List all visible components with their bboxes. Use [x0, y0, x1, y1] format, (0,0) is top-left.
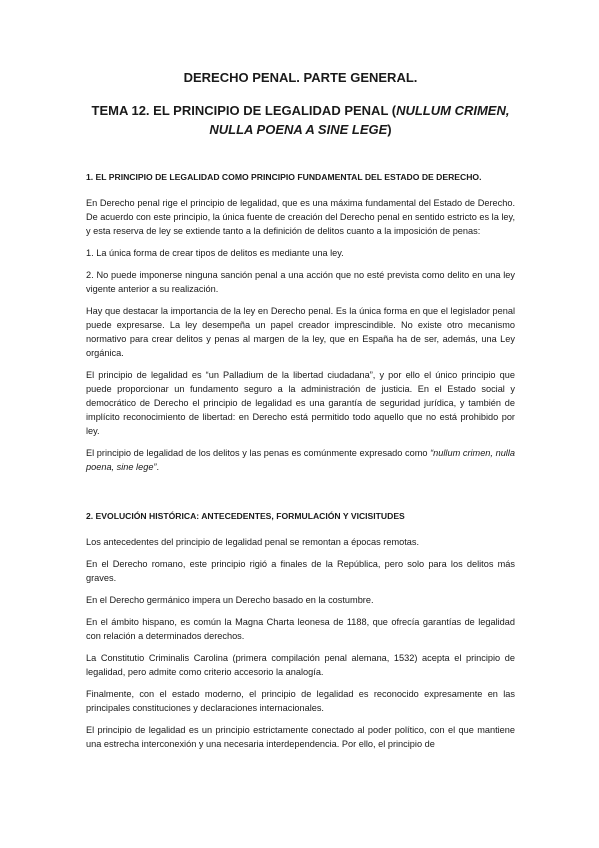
- paragraph-6-italic: “nullum crimen, nulla poena, sine lege”: [86, 448, 515, 472]
- section-2-heading: 2. EVOLUCIÓN HISTÓRICA: ANTECEDENTES, FORMULACIÓN Y VICISITUDES: [86, 511, 405, 521]
- section-2-paragraph-7: El principio de legalidad es un principio estrictamente conectado al poder político, con el que mantiene una estrecha interconexión y una necesaria interdependencia. Por ello, el principio de: [86, 725, 515, 749]
- subtitle-italic: NULLUM CRIMEN, NULLA POENA A SINE LEGE: [209, 103, 510, 137]
- section-2-paragraph-3: En el Derecho germánico impera un Derecho basado en la costumbre.: [86, 595, 374, 605]
- section-2-paragraph-2: En el Derecho romano, este principio rigió a finales de la República, pero solo para los delitos más graves.: [86, 559, 515, 583]
- section-1-paragraph-5: El principio de legalidad es “un Palladium de la libertad ciudadana”, y por ello el único principio que puede proporcionar un fundamento seguro a la administración de justicia. En el Estado social y democrático de Derecho el principio de legalidad es una garantía de seguridad jurídica, y también de implícito reconocimiento de libertad: en Derecho está permitido todo aquello que no está prohibido por ley.: [86, 370, 515, 436]
- section-1-heading: 1. EL PRINCIPIO DE LEGALIDAD COMO PRINCIPIO FUNDAMENTAL DEL ESTADO DE DERECHO.: [86, 172, 482, 182]
- section-2-paragraph-4: En el ámbito hispano, es común la Magna Charta leonesa de 1188, que ofrecía garantías de legalidad con relación a determinados derechos.: [86, 617, 515, 641]
- section-2-paragraph-6: Finalmente, con el estado moderno, el principio de legalidad es reconocido expresamente en las principales constituciones y declaraciones internacionales.: [86, 689, 515, 713]
- section-1-paragraph-1: En Derecho penal rige el principio de legalidad, que es una máxima fundamental del Estado de Derecho. De acuerdo con este principio, la única fuente de creación del Derecho penal en sentido estricto es la ley, y esta reserva de ley se extiende tanto a la definición de delitos cuanto a la imposición de penas:: [86, 198, 515, 236]
- subtitle-prefix: TEMA 12. EL PRINCIPIO DE LEGALIDAD PENAL (: [91, 103, 397, 118]
- section-1-paragraph-3: 2. No puede imponerse ninguna sanción penal a una acción que no esté prevista como delito en una ley vigente anterior a su realización.: [86, 270, 515, 294]
- paragraph-6-prefix: El principio de legalidad de los delitos y las penas es comúnmente expresado como: [86, 448, 431, 458]
- section-1-paragraph-6: [86, 446, 515, 474]
- paragraph-6-suffix: .: [156, 462, 160, 472]
- section-2-paragraph-5: La Constitutio Criminalis Carolina (primera compilación penal alemana, 1532) acepta el principio de legalidad, pero admite como criterio accesorio la analogía.: [86, 653, 515, 677]
- section-1-paragraph-4: Hay que destacar la importancia de la ley en Derecho penal. Es la única forma en que el legislador penal puede expresarse. La ley desempeña un papel creador imprescindible. No existe otro mecanismo normativo para crear delitos y penas al margen de la ley, que en España ha de ser, además, una Ley orgánica.: [86, 306, 515, 358]
- section-1-paragraph-2: 1. La única forma de crear tipos de delitos es mediante una ley.: [86, 248, 344, 258]
- section-2-paragraph-1: Los antecedentes del principio de legalidad penal se remontan a épocas remotas.: [86, 537, 420, 547]
- document-title: DERECHO PENAL. PARTE GENERAL.: [183, 70, 418, 85]
- subtitle-suffix: ): [387, 122, 392, 137]
- document-subtitle: [86, 101, 515, 139]
